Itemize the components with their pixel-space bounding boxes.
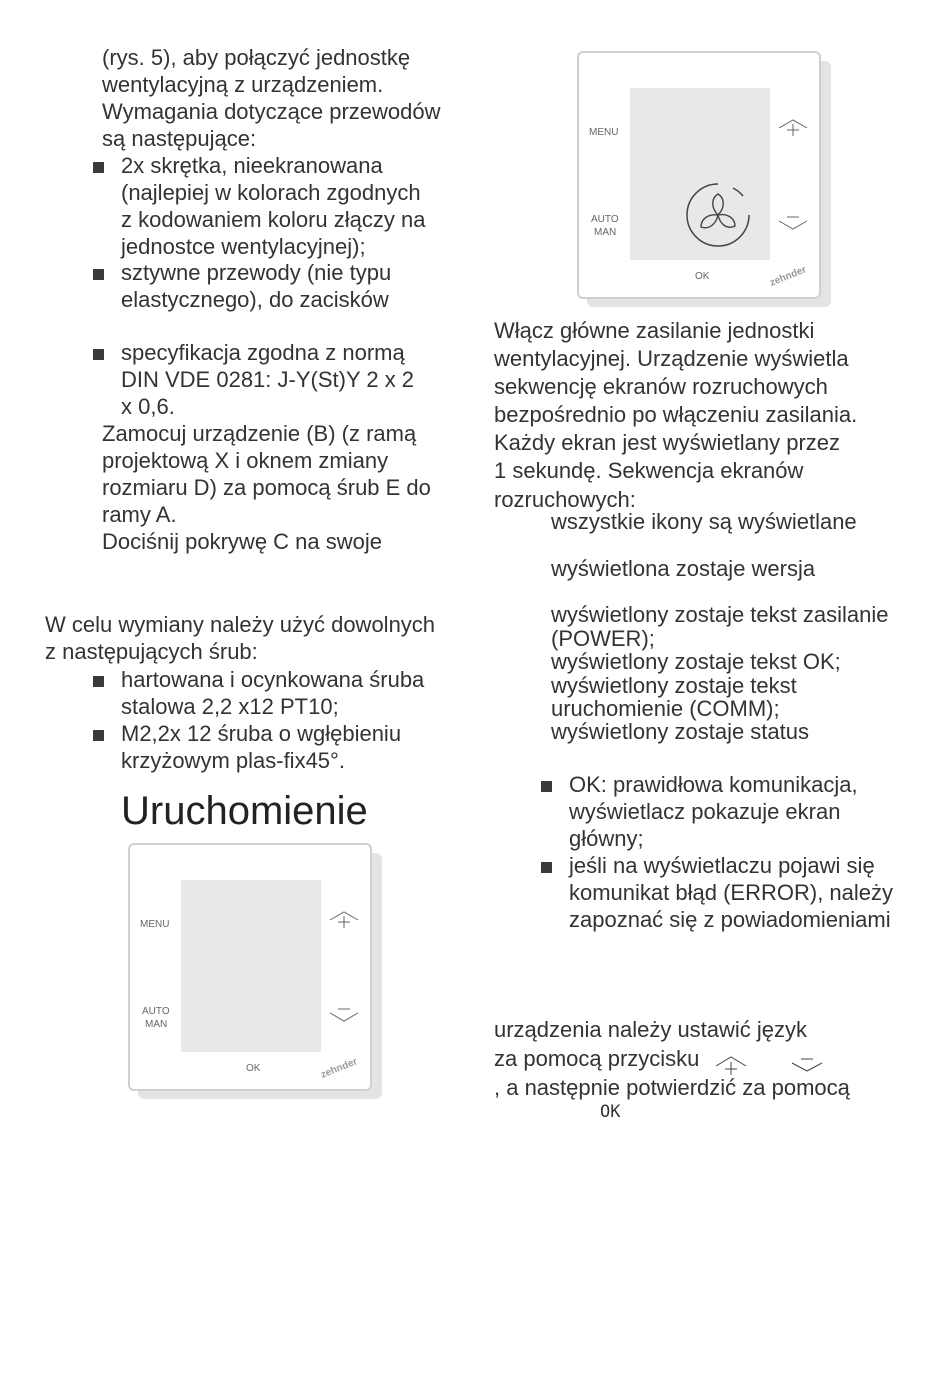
fan-icon [683, 180, 753, 250]
text-line: są następujące: [102, 126, 257, 151]
list-item: OK: prawidłowa komunikacja, [569, 772, 858, 797]
device-frame [577, 51, 821, 299]
minus-icon [328, 1005, 360, 1025]
section-heading: Uruchomienie [121, 789, 368, 833]
bullet-marker [93, 162, 104, 173]
sequence-step: (POWER); [551, 626, 655, 651]
man-label: MAN [145, 1019, 168, 1030]
text-line: W celu wymiany należy użyć dowolnych [45, 612, 436, 637]
text-line: projektową X i oknem zmiany [102, 448, 389, 473]
list-item: M2,2x 12 śruba o wgłębieniu [121, 721, 402, 746]
minus-icon [777, 213, 809, 233]
auto-label: AUTO [142, 1006, 170, 1017]
text-line: Zamocuj urządzenie (B) (z ramą [102, 421, 417, 446]
auto-label: AUTO [591, 214, 619, 225]
text-line: sekwencję ekranów rozruchowych [494, 374, 828, 399]
plus-icon [328, 909, 360, 931]
minus-icon [790, 1055, 824, 1075]
list-item: jednostce wentylacyjnej); [121, 234, 366, 259]
text-line: urządzenia należy ustawić język [494, 1017, 808, 1042]
menu-label: MENU [589, 127, 619, 138]
sequence-step: uruchomienie (COMM); [551, 696, 780, 721]
list-item: krzyżowym plas-fix45°. [121, 748, 345, 773]
bullet-marker [93, 676, 104, 687]
bullet-marker [541, 781, 552, 792]
text-line: Włącz główne zasilanie jednostki [494, 318, 815, 343]
list-item: elastycznego), do zacisków [121, 287, 389, 312]
device-screen [181, 880, 321, 1052]
bullet-marker [93, 730, 104, 741]
list-item: 2x skrętka, nieekranowana [121, 153, 383, 178]
device-frame [128, 843, 372, 1091]
list-item: główny; [569, 826, 644, 851]
text-line: , a następnie potwierdzić za pomocą [494, 1075, 850, 1100]
list-item: (najlepiej w kolorach zgodnych [121, 180, 421, 205]
text-line: Dociśnij pokrywę C na swoje [102, 529, 382, 554]
list-item: komunikat błąd (ERROR), należy [569, 880, 894, 905]
list-item: z kodowaniem koloru złączy na [121, 207, 426, 232]
list-item: specyfikacja zgodna z normą [121, 340, 405, 365]
text-line: bezpośrednio po włączeniu zasilania. [494, 402, 858, 427]
list-item: wyświetlacz pokazuje ekran [569, 799, 841, 824]
list-item: DIN VDE 0281: J-Y(St)Y 2 x 2 [121, 367, 415, 392]
man-label: MAN [594, 227, 617, 238]
sequence-step: wyświetlony zostaje tekst OK; [551, 649, 841, 674]
text-line: z następujących śrub: [45, 639, 258, 664]
plus-icon [777, 117, 809, 139]
text-line: Każdy ekran jest wyświetlany przez [494, 430, 841, 455]
list-item: sztywne przewody (nie typu [121, 260, 392, 285]
text-line: ramy A. [102, 502, 177, 527]
list-item: x 0,6. [121, 394, 175, 419]
text-line: Wymagania dotyczące przewodów [102, 99, 441, 124]
menu-label: MENU [140, 919, 170, 930]
text-line: rozmiaru D) za pomocą śrub E do [102, 475, 431, 500]
sequence-step: wyświetlony zostaje status [551, 719, 809, 744]
ok-label: OK [695, 271, 710, 282]
text-line: wentylacyjną z urządzeniem. [102, 72, 384, 97]
list-item: zapoznać się z powiadomieniami [569, 907, 891, 932]
text-line: wentylacyjnej. Urządzenie wyświetla [494, 346, 849, 371]
sequence-step: wyświetlona zostaje wersja [551, 556, 816, 581]
sequence-step: wyświetlony zostaje tekst zasilanie [551, 602, 889, 627]
zehnder-logo: zehnder [319, 1056, 360, 1081]
text-line: (rys. 5), aby połączyć jednostkę [102, 45, 411, 70]
text-line: rozruchowych: [494, 487, 636, 512]
sequence-step: wszystkie ikony są wyświetlane [551, 509, 857, 534]
text-line: za pomocą przycisku [494, 1046, 700, 1071]
ok-key-label: OK [600, 1102, 621, 1122]
text-line: 1 sekundę. Sekwencja ekranów [494, 458, 804, 483]
bullet-marker [93, 269, 104, 280]
list-item: hartowana i ocynkowana śruba [121, 667, 425, 692]
zehnder-logo: zehnder [768, 264, 809, 289]
bullet-marker [93, 349, 104, 360]
list-item: jeśli na wyświetlaczu pojawi się [569, 853, 875, 878]
list-item: stalowa 2,2 x12 PT10; [121, 694, 339, 719]
sequence-step: wyświetlony zostaje tekst [551, 673, 797, 698]
ok-label: OK [246, 1063, 261, 1074]
bullet-marker [541, 862, 552, 873]
